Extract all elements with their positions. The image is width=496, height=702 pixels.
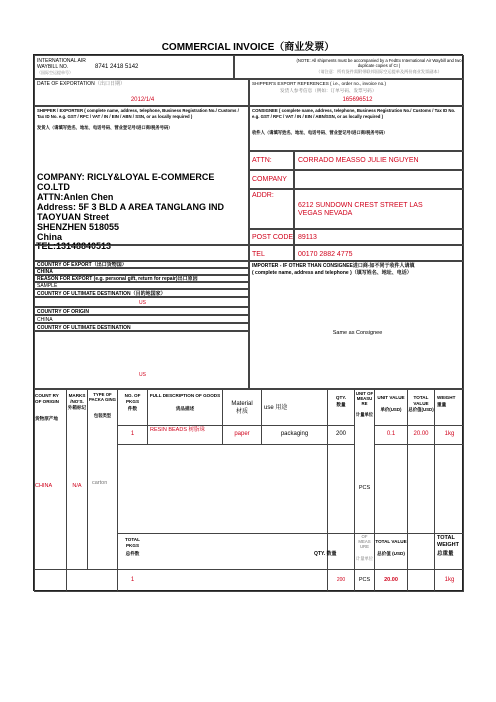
totals-weight-header-cn: 总重量 [437,551,454,557]
awb-label: INTERNATIONAL AIR WAYBILL NO. [37,58,86,70]
consignee-addr-value: 6212 SUNDOWN CREST STREET LAS VEGAS NEVADA [298,202,423,217]
importer-cell [249,261,464,389]
reason-value-cell [34,282,249,289]
row-origin: CHINA [35,483,53,489]
shipper-address: Address: 5F 3 BLD A AREA TANGLANG IND TAOYUAN Street [37,202,225,222]
reason-cell [34,275,249,282]
col-total-value-header-cn: 总价值(USD) [408,407,434,412]
col-pkgs-header: NO. OF PKGS [124,393,141,404]
row-weight: 1kg [444,431,455,437]
shipper-cell [34,106,249,245]
totals-pkgs: 1 [130,577,135,583]
export-date-label-cn: （出口日期） [95,81,126,87]
row-type: carton [92,480,108,486]
totals-value: 20.00 [384,577,398,583]
ultimate-destination-2-value: US [139,372,146,378]
shipper-company: COMPANY: RICLY&LOYAL E-COMMERCE CO.LTD [37,172,215,192]
col-origin-header: COUNT RY OF ORIGIN [35,393,59,404]
totals-value-header: TOTAL VALUE [375,539,407,544]
consignee-label-cell [249,106,464,151]
invoice-frame [33,54,463,591]
col-unit-header: UNIT OF MEASU RE [355,391,374,406]
col-desc-header: FULL DESCRIPTION OF GOODS [149,393,221,398]
totals-unit-header: OF MEAS URE [358,534,371,549]
reason-value: SAMPLE [37,283,58,289]
references-cell [249,79,464,106]
col-type-header: TYPE OF PACKA GING [89,392,116,402]
row-unit-value: 0.1 [386,431,396,437]
goods-table [34,389,464,592]
ultimate-destination-label: COUNTRY OF ULTIMATE DESTINATION（目的地国家） [37,291,166,297]
shipper-country: China [37,232,63,242]
shipper-tel-cell [34,245,249,261]
country-of-export-label: COUNTRY OF EXPORT（出口货物国） [37,262,127,268]
col-material-header-cn: 材质 [235,409,248,415]
consignee-addr-label: ADDR: [252,192,274,199]
totals-weight: 1kg [444,577,455,583]
totals-pkgs-header: TOTAL PKGS [125,537,140,548]
col-unit-value-header: UNIT VALUE [377,395,405,400]
totals-qty-header: QTY. 数量 [314,551,337,557]
country-of-export-cell [34,261,249,268]
ultimate-destination-cell [34,289,249,297]
importer-value: Same as Consignee [332,330,383,336]
consignee-addr-value-cell [294,189,464,229]
consignee-attn-label-cell [249,151,294,170]
export-date-label: DATE OF EXPORTATION [37,81,95,87]
ultimate-destination-value-cell [34,297,249,307]
export-date-value: 2012/1/4 [130,97,155,103]
country-of-origin-value-cell [34,315,249,323]
consignee-label-cn: 收件人（请填写姓名、地址、电话号码、营业登记号/进口商/税务号码） [252,130,388,135]
references-label-cn: 发货人参考信息（例如：订单号码、发票号码） [280,88,377,93]
consignee-addr-label-cell [249,189,294,229]
country-of-origin-label: COUNTRY OF ORIGIN [37,309,89,315]
country-of-origin-cell [34,307,249,315]
references-value: 165696512 [342,97,373,103]
row-marks: N/A [72,483,82,489]
awb-value: 8741 2418 5142 [95,64,139,70]
consignee-tel-value: 00170 2882 4775 [298,251,353,258]
consignee-post-value-cell [294,229,464,245]
row-use: packaging [280,431,309,437]
country-of-export-value: CHINA [37,269,53,275]
consignee-tel-label: TEL [252,251,265,258]
shipper-label-cn: 发货人（请填写姓名、地址、电话号码、营业登记号/进口商/税务号码） [37,125,173,130]
col-weight-header: WEIGHT [437,395,456,400]
invoice-title: COMMERCIAL INVOICE（商业发票） [161,42,335,53]
col-material-header: Material [231,401,253,407]
export-date-cell [34,79,249,106]
col-use-header: use 用途 [264,405,288,411]
consignee-post-label: POST CODE [252,234,294,241]
consignee-company-value-cell [294,170,464,189]
consignee-attn-label: ATTN: [252,157,272,164]
consignee-company-label: COMPANY [252,176,287,183]
col-type-header-cn: 包装类型 [93,413,112,418]
row-pkgs: 1 [130,431,135,437]
col-unit-value-header-cn: 单价(USD) [380,407,402,412]
col-unit-header-cn: 计量单位 [355,412,374,417]
shipper-tel: TEL:13148840513 [36,241,112,251]
reason-label: REASON FOR EXPORT (e.g. personal gift, return for repair)出口原因 [37,276,198,282]
totals-unit: PCS [358,577,371,583]
totals-pkgs-header-cn: 总件数 [125,551,140,556]
col-weight-header-cn: 重量 [437,402,447,407]
importer-label-2: ( complete name, address and telephone )（填写姓名、地址、电话） [252,270,412,276]
col-qty-header: QTY. [335,395,347,400]
col-total-value-header: TOTAL VALUE [413,395,429,406]
col-marks-header-cn: 外箱标记 [67,405,87,410]
row-unit: PCS [358,485,371,491]
shipper-label: SHIPPER / EXPORTER ( complete name, address, telephone, Business Registration No./ Customs / Tax ID No. e.g. GST / RFC / VAT / IN / EIN / ABN / SSN, or as locally required ) [37,108,239,119]
totals-weight-header: TOTAL WEIGHT [437,535,459,548]
row-qty: 200 [335,431,346,437]
ultimate-destination-2-value-cell [34,331,249,389]
row-desc: RESIN BEADS 树脂珠 [150,427,206,433]
note-cn: （请注意：所有货件需附带联邦国际空运提单及两份商业发票副本） [316,69,442,74]
consignee-tel-label-cell [249,245,294,261]
totals-unit-header-cn: 计量单位 [355,556,374,561]
note-cell [234,55,464,79]
awb-cell [34,55,234,79]
row-material: paper [234,431,250,437]
consignee-post-label-cell [249,229,294,245]
totals-value-header-cn: 总价值 (USD) [377,551,405,556]
row-total-value: 20.00 [413,431,429,437]
consignee-company-label-cell [249,170,294,189]
col-desc-header-cn: 货品描述 [175,406,195,411]
consignee-attn-value-cell [294,151,464,170]
consignee-attn-value: CORRADO MEASSO JULIE NGUYEN [298,157,419,164]
col-pkgs-header-cn: 件数 [127,406,138,411]
consignee-post-value: 89113 [298,234,317,241]
shipper-attn: ATTN:Anlen Chen [37,192,114,202]
col-origin-header-cn: 货物原产地 [35,416,58,421]
ultimate-destination-2-label: COUNTRY OF ULTIMATE DESTINATION [37,325,131,331]
totals-qty: 200 [336,577,346,583]
shipper-city: SHENZHEN 518055 [37,222,120,232]
col-qty-header-cn: 数量 [336,402,346,407]
references-label: SHIPPER'S EXPORT REFERENCES ( i.e., order no., invoice no.) [252,81,386,86]
note-en: (NOTE: All shipments must be accompanied by a FedEx International Air Waybill and two duplicate copies of CI ) [296,58,462,68]
awb-label-cn: （国际空运提单号） [37,70,73,75]
col-marks-header: MARKS /NO'S. [68,393,86,404]
consignee-label: CONSIGNEE ( complete name, address, telephone, Business Registration No./ Customs / Tax ID No. e.g. GST / RFC / VAT / IN / EIN / ABN/SSN, or as locally required ) [252,108,456,119]
consignee-tel-value-cell [294,245,464,261]
ultimate-destination-2-cell [34,323,249,331]
country-of-origin-value: CHINA [37,317,53,323]
ultimate-destination-value: US [139,300,146,306]
importer-label: IMPORTER - IF OTHER THAN CONSIGNEE进口商-如不同于收件人请填 [252,263,415,269]
country-of-export-value-cell [34,268,249,275]
